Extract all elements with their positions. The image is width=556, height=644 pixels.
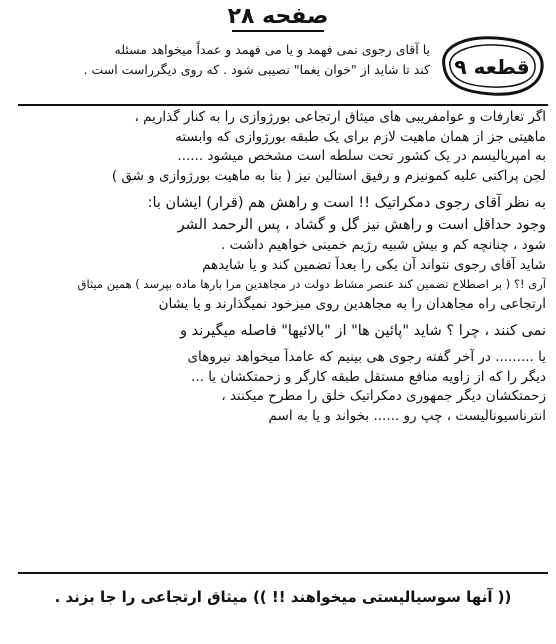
title-underline — [232, 30, 324, 32]
header-block — [20, 40, 430, 80]
body-line: زحمتکشان دیگر جمهوری دمکراتیک خلق را مطرح میکنند ، — [221, 388, 546, 404]
body-line: شاید آقای رجوی نتواند آن یکی را بعداً تضمین کند و یا شایدهم — [202, 256, 546, 273]
footer-line: (( آنها سوسیالیستی میخواهند !! )) میثاق ارتجاعی را جا بزند . — [54, 588, 512, 606]
body-line: ماهیتی جز از همان ماهیت لازم برای یک طبقه بورژوازی که وابسته — [175, 128, 546, 145]
body-line: شود ، چنانچه کم و بیش شبیه رژیم خمینی خواهیم داشت . — [221, 237, 546, 253]
logo-stamp — [436, 30, 548, 100]
body-line: به امپریالیسم در یک کشور تحت سلطه است مشخص میشود ...... — [177, 148, 546, 164]
header-line: کند تا شاید از "خوان یغما" نصیبی شود . که روی دیگرراست است . — [83, 62, 430, 77]
page-title: صفحه ۲۸ — [227, 4, 329, 29]
body-text — [14, 108, 546, 426]
body-line: لجن پراکنی علیه کمونیزم و رفیق استالین نیز ( بنا به ماهیت بورژوازی و شق ) — [111, 167, 546, 184]
body-line: به نظر آقای رجوی دمکراتیک !! است و راهش هم (قرار) ایشان با: — [147, 195, 546, 211]
header-divider — [18, 104, 548, 106]
body-line: ارتجاعی راه مجاهدان را به مجاهدین روی میزخود نمیگذارند و یا یشان — [158, 295, 546, 312]
header-line: یا آقای رجوی نمی فهمد و یا می فهمد و عمداً میخواهد مسئله — [114, 42, 430, 57]
body-line: اگر تعارفات و عوامفریبی های میثاق ارتجاعی بورژوازی را به کنار گذاریم ، — [134, 109, 546, 125]
body-line: نمی کنند ، چرا ؟ شاید "پائین ها" از "بالائیها" فاصله میگیرند و — [180, 323, 546, 339]
body-line: وجود حداقل است و راهش نیز گل و گشاد ، پس الرحمد الشر — [177, 217, 546, 233]
body-line: یا ......... در آخر گفته رجوی هی بینیم که عامداً میخواهد نیروهای — [187, 349, 546, 365]
body-line: آری !؟ ( بر اصطلاح تضمین کند عنصر مشاط دولت در مجاهدین مرا بارها ماده بپرسد ) همین میثاق — [77, 277, 546, 291]
body-line: دیگر را که از زاویه منافع مستقل طبقه کارگر و زحمتکشان یا ... — [191, 368, 546, 385]
body-line: انترناسیونالیست ، چپ رو ...... بخواند و یا به اسم — [268, 407, 546, 424]
logo-text: قطعه ۹ — [454, 55, 530, 79]
footer-divider — [18, 572, 548, 574]
